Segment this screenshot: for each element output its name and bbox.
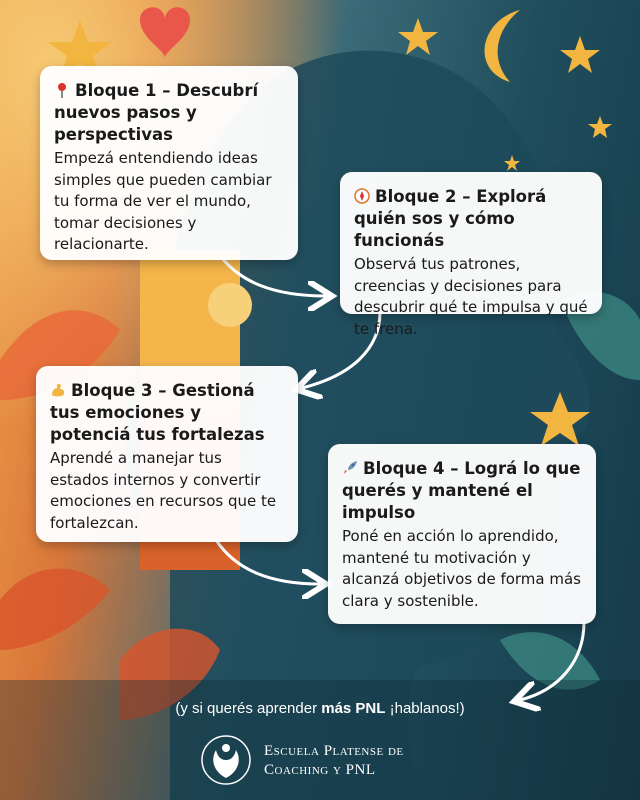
footer-note-after: ¡hablanos!) — [385, 700, 465, 717]
footer-note-before: (y si querés aprender — [175, 700, 322, 717]
flexed-biceps-icon — [50, 382, 66, 398]
school-logo — [200, 734, 460, 786]
star-icon — [588, 116, 612, 138]
block-3-text: Aprendé a manejar tus estados internos y convertir emociones en recursos que te fortalezcan. — [50, 449, 277, 532]
compass-icon — [354, 188, 370, 204]
pin-icon — [54, 82, 70, 98]
block-4-text: Poné en acción lo aprendido, mantené tu motivación y alcanzá objetivos de forma más clara y sostenible. — [342, 527, 581, 610]
star-icon — [560, 36, 600, 73]
sun-icon — [208, 283, 252, 327]
rocket-icon — [342, 460, 358, 476]
star-icon — [398, 18, 438, 55]
moon-icon — [485, 10, 520, 82]
block-2-title: Bloque 2 – Explorá quién sos y cómo funcionás — [354, 187, 547, 250]
footer-note — [0, 700, 640, 717]
block-card-4 — [328, 444, 596, 624]
logo-line-1: Escuela Platense de — [264, 743, 404, 759]
heart-icon — [140, 7, 190, 58]
logo-line-2: Coaching y PNL — [264, 762, 376, 778]
block-3-title: Bloque 3 – Gestioná tus emociones y potenciá tus fortalezas — [50, 381, 265, 444]
footer-note-bold: más PNL — [321, 700, 386, 717]
block-1-title: Bloque 1 – Descubrí nuevos pasos y perspectivas — [54, 81, 259, 144]
block-2-text: Observá tus patrones, creencias y decisiones para descubrir qué te impulsa y qué te frena. — [354, 255, 588, 338]
phoenix-logo-icon — [200, 734, 252, 786]
block-1-text: Empezá entendiendo ideas simples que pueden cambiar tu forma de ver el mundo, tomar decisiones y relacionarte. — [54, 149, 272, 253]
block-card-1 — [40, 66, 298, 260]
block-card-2 — [340, 172, 602, 338]
block-card-3 — [36, 366, 298, 542]
block-4-title: Bloque 4 – Lográ lo que querés y mantené el impulso — [342, 459, 581, 522]
